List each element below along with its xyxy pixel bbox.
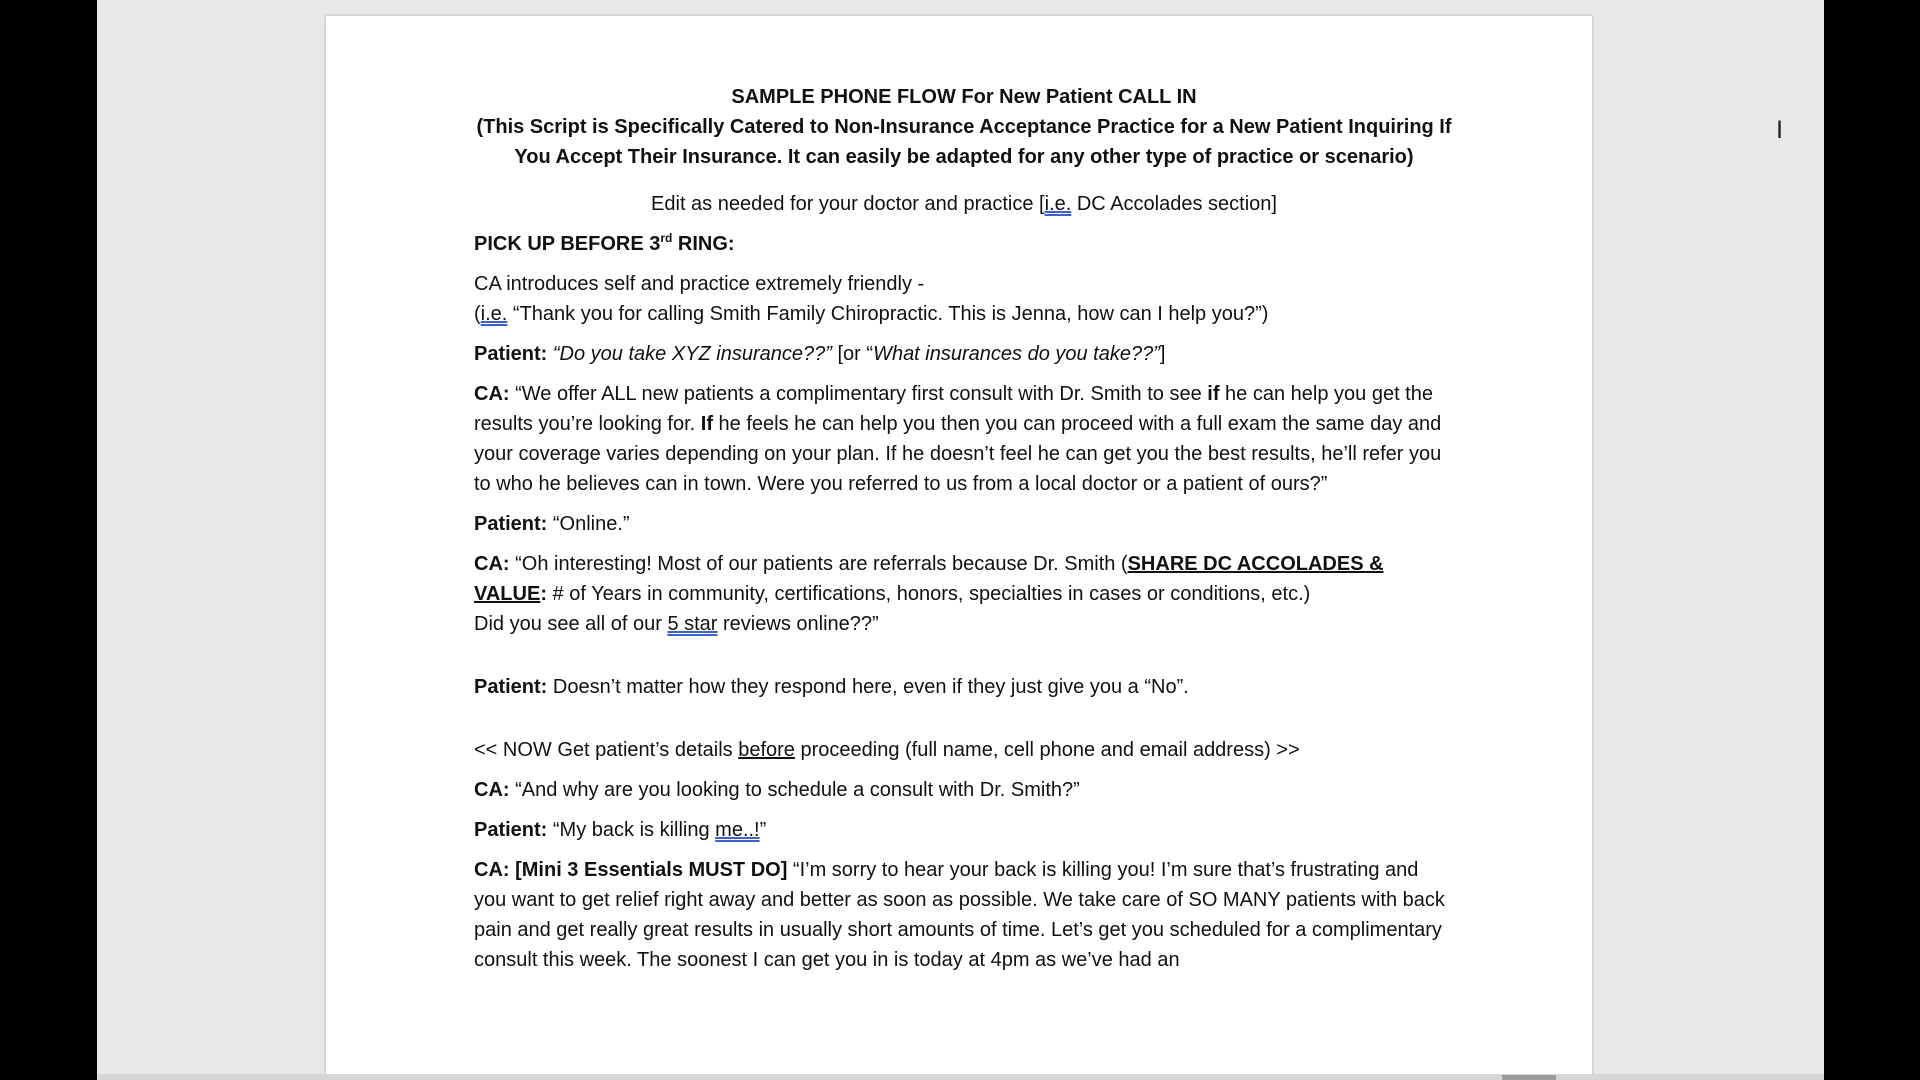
ca-share-accolades: SHARE DC ACCOLADES & VALUE: [474, 553, 1384, 605]
patient-text: “My back is killing: [547, 819, 716, 841]
ca-line-3: [474, 775, 1454, 805]
horizontal-scrollbar-thumb[interactable]: [1502, 1075, 1556, 1080]
ca-text: “And why are you looking to schedule a consult with Dr. Smith?”: [509, 779, 1080, 801]
patient-line-3: [474, 672, 1454, 702]
doc-subtitle-line2: You Accept Their Insurance. It can easily be adapted for any other type of practice or scenario): [514, 146, 1414, 168]
ca-text: # of Years in community, certifications, honors, specialties in cases or conditions, etc.): [546, 583, 1311, 605]
intro-line1: CA introduces self and practice extremely friendly -: [474, 273, 925, 295]
speaker-label: Patient:: [474, 676, 548, 698]
patient-line-1: [474, 339, 1454, 369]
ca-text: “Oh interesting! Most of our patients are referrals because Dr. Smith (: [509, 553, 1128, 575]
speaker-label: CA:: [474, 779, 510, 801]
patient-text: Doesn’t matter how they respond here, even if they just give you a “No”.: [547, 676, 1189, 698]
text-cursor-icon: I: [1776, 116, 1784, 144]
intro-quote: “Thank you for calling Smith Family Chiropractic. This is Jenna, how can I help you?”): [507, 303, 1269, 325]
speaker-label: CA:: [474, 383, 510, 405]
speaker-label: Patient:: [474, 819, 548, 841]
ca-text: “We offer ALL new patients a complimentary first consult with Dr. Smith to see: [509, 383, 1208, 405]
edit-note: [474, 189, 1454, 219]
edit-note-text-end: DC Accolades section]: [1071, 193, 1277, 215]
ca-colon: :: [540, 583, 547, 605]
document-workspace: [97, 0, 1824, 1080]
speaker-label: Patient:: [474, 513, 548, 535]
instruction-emphasis: before: [738, 739, 795, 761]
speaker-label: Patient:: [474, 343, 548, 365]
patient-text-end: ”: [759, 819, 767, 841]
pickup-heading: [474, 229, 1454, 259]
ca-line-2: [474, 549, 1454, 609]
ca-line-4: [474, 855, 1454, 975]
speaker-label: CA:: [474, 553, 510, 575]
doc-title: SAMPLE PHONE FLOW For New Patient CALL IN: [731, 86, 1197, 108]
patient-text: “Online.”: [547, 513, 630, 535]
patient-question: “Do you take XYZ insurance??”: [547, 343, 832, 365]
horizontal-scrollbar[interactable]: [97, 1074, 1824, 1080]
ca-text: he can help you get the results you’re looking for.: [474, 383, 1433, 435]
ca-text: reviews online??”: [717, 613, 879, 635]
ca-text: “I’m sorry to hear your back is killing you! I’m sure that’s frustrating and you want to get relief right away and better as soon as possible. We take care of SO MANY patients with back pain and get really great results in usually short amounts of time. Let’s get you scheduled for a complimentary consult this week. The soonest I can get you in is today at 4pm as we’ve had an: [474, 859, 1445, 971]
pickup-superscript: rd: [660, 231, 673, 245]
spellcheck-word[interactable]: me..!: [715, 819, 760, 841]
ca-line-1: [474, 379, 1454, 499]
edit-note-text: Edit as needed for your doctor and practice [: [651, 193, 1045, 215]
ca-text: Did you see all of our: [474, 613, 668, 635]
ca-line-2-reviews: [474, 609, 1454, 639]
document-body[interactable]: [474, 82, 1454, 975]
ca-emphasis: If: [700, 413, 713, 435]
document-page[interactable]: [326, 16, 1592, 1080]
patient-alt: [or “: [831, 343, 874, 365]
ca-text: he feels he can help you then you can proceed with a full exam the same day and your coverage varies depending on your plan. If he doesn’t feel he can get you the best results, he’ll refer you to who he believes can in town. Were you referred to us from a local doctor or a patient of ours?”: [474, 413, 1442, 495]
pickup-text: PICK UP BEFORE 3: [474, 233, 661, 255]
pickup-text-end: RING:: [672, 233, 735, 255]
instruction-text-end: proceeding (full name, cell phone and email address) >>: [794, 739, 1300, 761]
intro-line2: [474, 299, 1454, 329]
ca-emphasis: if: [1207, 383, 1220, 405]
speaker-label: CA: [Mini 3 Essentials MUST DO]: [474, 859, 788, 881]
patient-line-2: [474, 509, 1454, 539]
patient-line-4: [474, 815, 1454, 845]
spellcheck-word[interactable]: 5 star: [667, 613, 718, 635]
spellcheck-word[interactable]: i.e.: [480, 303, 508, 325]
instruction-text: << NOW Get patient’s details: [474, 739, 739, 761]
intro-paren: (: [474, 303, 481, 325]
patient-alt-end: ]: [1159, 343, 1166, 365]
patient-question-alt: What insurances do you take??”: [873, 343, 1160, 365]
details-instruction: [474, 735, 1454, 765]
spellcheck-word[interactable]: i.e.: [1044, 193, 1072, 215]
doc-subtitle-line1: (This Script is Specifically Catered to Non-Insurance Acceptance Practice for a New Patient Inquiring If: [476, 116, 1452, 138]
